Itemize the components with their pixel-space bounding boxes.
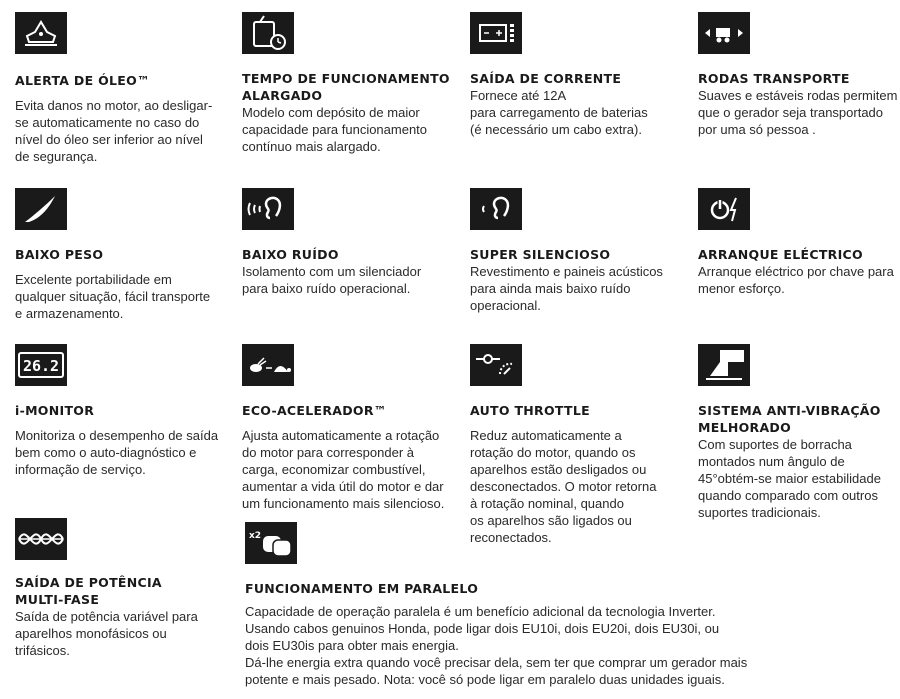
feature-eco-throttle — [242, 344, 444, 512]
feature-description: Arranque eléctrico por chave para menor esforço. — [698, 264, 894, 296]
feature-title: ECO-ACELERADOR™ — [242, 403, 387, 418]
feature-dc-output — [470, 12, 648, 138]
feature-title: BAIXO RUÍDO — [242, 247, 339, 262]
sine-waves-icon — [15, 518, 67, 560]
ear-sound-waves-icon — [242, 188, 294, 230]
monitor-readout: 26.2 — [22, 357, 60, 375]
feature-anti-vibration — [698, 344, 881, 521]
feature-oil-alert — [15, 12, 212, 165]
wheeled-cart-icon — [698, 12, 750, 54]
feature-description: Capacidade de operação paralela é um benefício adicional da tecnologia Inverter. Usando cabos genuinos Honda, pode ligar dois EU10i, dois EU20i, dois EU30i, ou dois EU30is para obter mais energia. Dá-lhe energia extra quando você precisar dela, sem ter que comprar um gerador mais potente e mais pesado. Nota: você só pode ligar em paralelo duas unidades iguais. — [245, 604, 748, 687]
feature-title: SISTEMA ANTI-VIBRAÇÃO MELHORADO — [698, 403, 881, 435]
rubber-mount-icon — [698, 344, 750, 386]
feature-multi-phase-output — [15, 518, 198, 659]
parallel-multiplier: x2 — [248, 531, 262, 541]
feature-title: FUNCIONAMENTO EM PARALELO — [245, 581, 479, 596]
feature-title: TEMPO DE FUNCIONAMENTO ALARGADO — [242, 71, 450, 103]
feature-description: Saída de potência variável para aparelhos monofásicos ou trifásicos. — [15, 609, 198, 658]
feature-description: Reduz automaticamente a rotação do motor, quando os aparelhos estão desligados ou desconectados. O motor retorna à rotação nominal, quando os aparelhos são ligados ou reconectados. — [470, 428, 657, 545]
feature-transport-wheels — [698, 12, 897, 138]
feature-super-silent — [470, 188, 663, 314]
feature-title: BAIXO PESO — [15, 247, 104, 262]
parallel-generators-icon — [245, 522, 297, 564]
feature-description: Ajusta automaticamente a rotação do motor para corresponder à carga, economizar combustível, aumentar a vida útil do motor e dar um funcionamento mais silencioso. — [242, 428, 445, 511]
feature-low-weight — [15, 188, 210, 322]
oil-can-icon — [15, 12, 67, 54]
ear-quiet-icon — [470, 188, 522, 230]
feature-i-monitor — [15, 344, 218, 478]
feature-title: RODAS TRANSPORTE — [698, 71, 850, 86]
feature-title: AUTO THROTTLE — [470, 403, 590, 418]
feature-low-noise — [242, 188, 421, 297]
feature-title: SAÍDA DE CORRENTE — [470, 71, 622, 86]
feature-parallel-operation — [245, 522, 747, 688]
battery-icon — [470, 12, 522, 54]
feature-title: ALERTA DE ÓLEO™ — [15, 73, 150, 88]
power-button-icon — [698, 188, 750, 230]
feature-description: Revestimento e paineis acústicos para ainda mais baixo ruído operacional. — [470, 264, 663, 313]
feature-description: Isolamento com um silenciador para baixo ruído operacional. — [242, 264, 422, 296]
feature-auto-throttle — [470, 344, 656, 546]
feather-icon — [15, 188, 67, 230]
feature-description: Excelente portabilidade em qualquer situação, fácil transporte e armazenamento. — [15, 272, 211, 321]
digital-display-icon — [15, 344, 67, 386]
feature-title: i-MONITOR — [15, 403, 95, 418]
rabbit-turtle-icon — [242, 344, 294, 386]
feature-description: Fornece até 12A para carregamento de baterias (é necessário um cabo extra). — [470, 88, 648, 137]
feature-description: Com suportes de borracha montados num ângulo de 45°obtém-se maior estabilidade quando comparado com outros suportes tradicionais. — [698, 437, 881, 520]
feature-description: Monitoriza o desempenho de saída bem como o auto-diagnóstico e informação de serviço. — [15, 428, 219, 477]
fuel-tank-clock-icon — [242, 12, 294, 54]
feature-description: Suaves e estáveis rodas permitem que o gerador seja transportado por uma só pessoa . — [698, 88, 898, 137]
feature-extended-runtime — [242, 12, 450, 155]
feature-description: Evita danos no motor, ao desligar- se automaticamente no caso do nível do óleo ser inferior ao nível de segurança. — [15, 98, 213, 164]
feature-title: SUPER SILENCIOSO — [470, 247, 611, 262]
feature-electric-start — [698, 188, 894, 297]
feature-title: ARRANQUE ELÉCTRICO — [698, 247, 863, 262]
feature-title: SAÍDA DE POTÊNCIA MULTI-FASE — [15, 575, 162, 607]
plug-speed-icon — [470, 344, 522, 386]
feature-description: Modelo com depósito de maior capacidade para funcionamento contínuo mais alargado. — [242, 105, 428, 154]
